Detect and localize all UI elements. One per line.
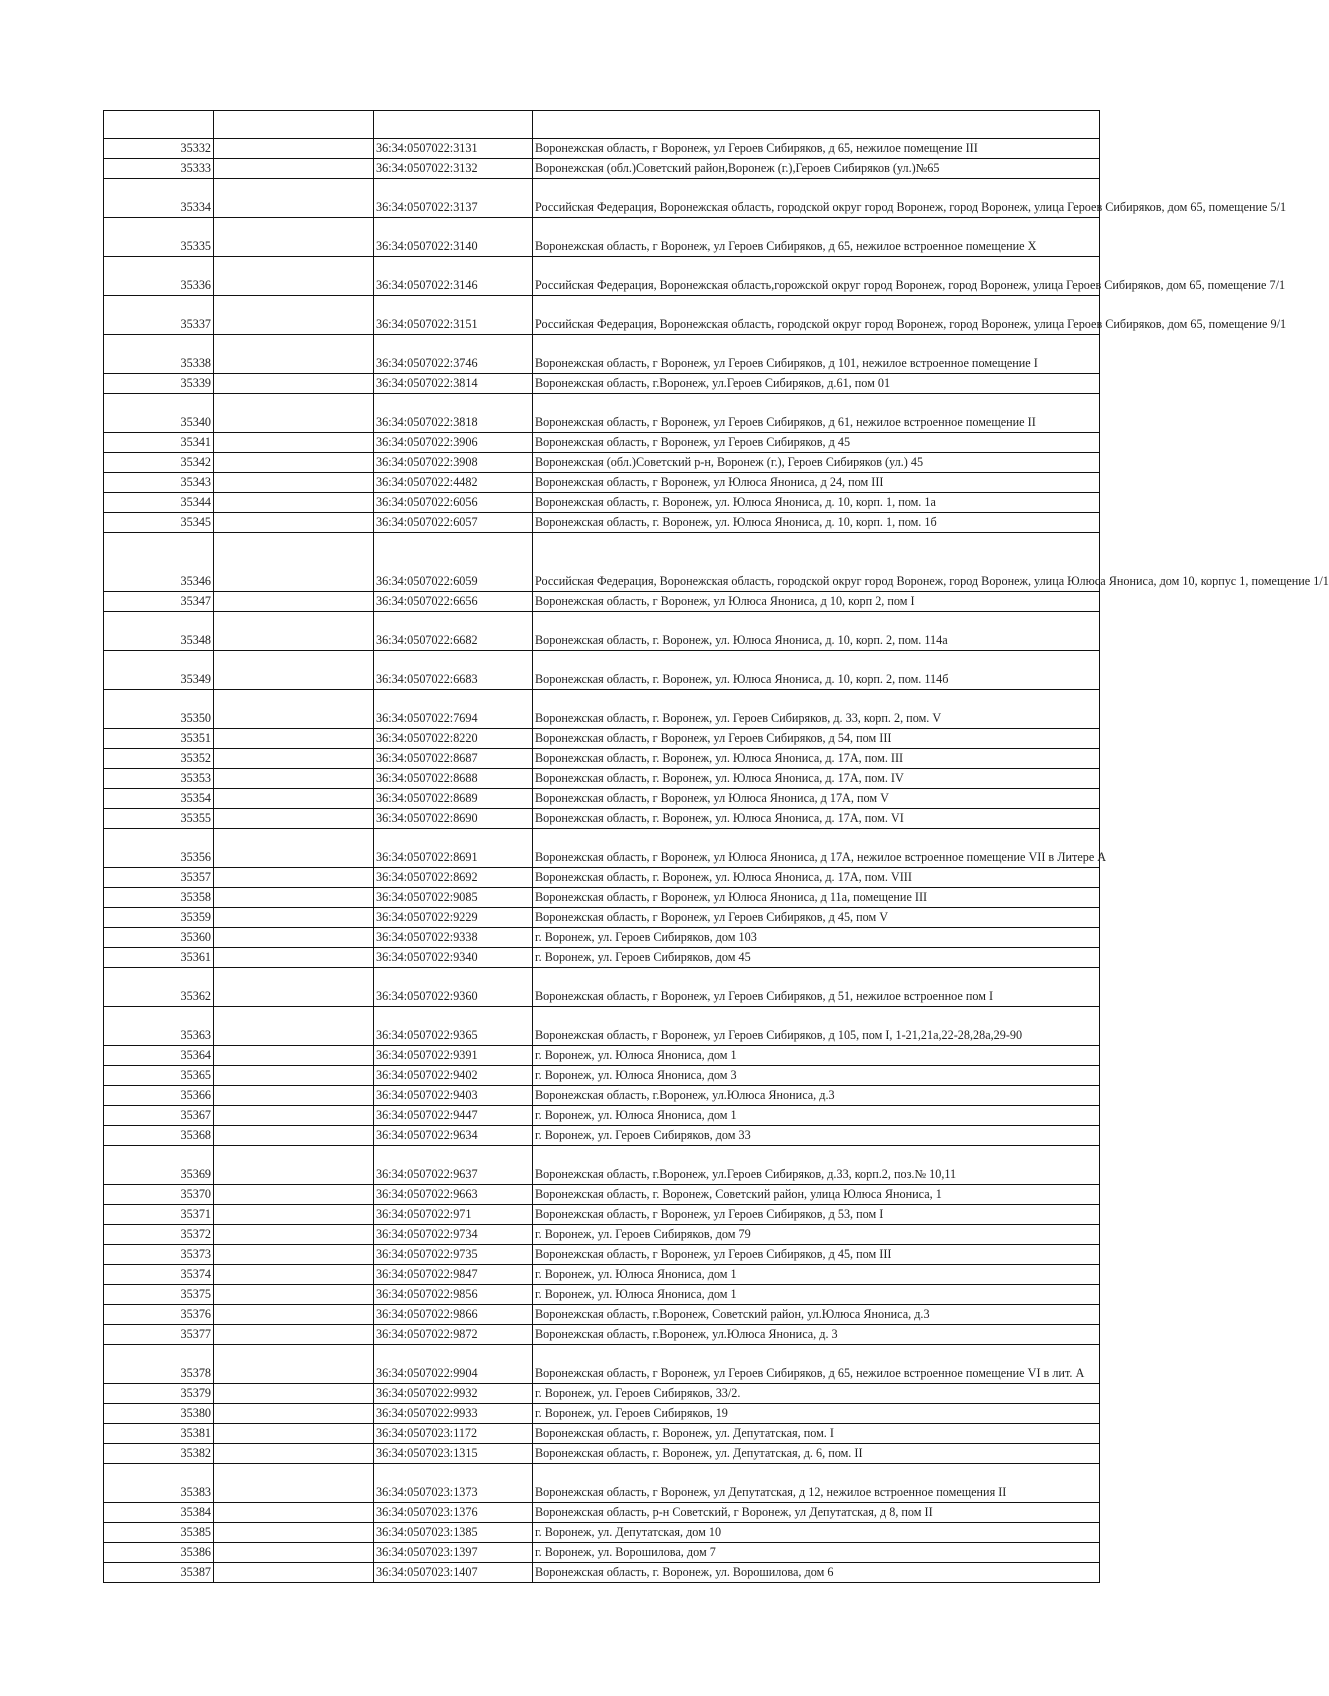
- table-row: [104, 1086, 1100, 1106]
- address-cell: Воронежская область, г. Воронеж, ул. Юлюса Янониса, д. 10, корп. 2, пом. 114б: [533, 651, 1100, 690]
- table-row: [104, 473, 1100, 493]
- cadastral-number-cell: 36:34:0507023:1385: [374, 1523, 533, 1543]
- cadastral-number-cell: 36:34:0507022:9365: [374, 1007, 533, 1046]
- table-row: [104, 769, 1100, 789]
- row-number-cell: 35348: [104, 612, 214, 651]
- empty-cell: [214, 592, 374, 612]
- cadastral-number-cell: 36:34:0507022:9856: [374, 1285, 533, 1305]
- address-cell: Воронежская область, г Воронеж, ул Героев Сибиряков, д 65, нежилое встроенное помещение VI в лит. А: [533, 1345, 1100, 1384]
- empty-cell: [214, 1185, 374, 1205]
- cadastral-number-cell: 36:34:0507022:8692: [374, 868, 533, 888]
- address-cell: Воронежская область, г Воронеж, ул Героев Сибиряков, д 45: [533, 433, 1100, 453]
- address-cell: г. Воронеж, ул. Юлюса Янониса, дом 1: [533, 1106, 1100, 1126]
- empty-cell: [214, 1563, 374, 1583]
- cadastral-number-cell: 36:34:0507022:6059: [374, 533, 533, 592]
- address-cell: г. Воронеж, ул. Ворошилова, дом 7: [533, 1543, 1100, 1563]
- row-number-cell: 35355: [104, 809, 214, 829]
- address-cell: г. Воронеж, ул. Депутатская, дом 10: [533, 1523, 1100, 1543]
- table-row: [104, 1146, 1100, 1185]
- cadastral-number-cell: 36:34:0507023:1373: [374, 1464, 533, 1503]
- empty-cell: [214, 789, 374, 809]
- empty-cell: [214, 453, 374, 473]
- cadastral-number-cell: 36:34:0507022:9847: [374, 1265, 533, 1285]
- row-number-cell: 35378: [104, 1345, 214, 1384]
- table-row: [104, 1523, 1100, 1543]
- address-cell: Воронежская область, г Воронеж, ул Юлюса Янониса, д 11а, помещение III: [533, 888, 1100, 908]
- empty-cell: [214, 651, 374, 690]
- empty-cell: [214, 1245, 374, 1265]
- table-row: [104, 729, 1100, 749]
- address-cell: Воронежская область, г Воронеж, ул Юлюса Янониса, д 10, корп 2, пом I: [533, 592, 1100, 612]
- table-header-row: [104, 111, 1100, 139]
- row-number-cell: 35342: [104, 453, 214, 473]
- cadastral-number-cell: 36:34:0507022:9402: [374, 1066, 533, 1086]
- empty-cell: [214, 1046, 374, 1066]
- table-row: [104, 218, 1100, 257]
- empty-cell: [214, 1205, 374, 1225]
- cadastral-number-cell: 36:34:0507022:6682: [374, 612, 533, 651]
- empty-cell: [214, 1305, 374, 1325]
- cadastral-number-cell: 36:34:0507022:9872: [374, 1325, 533, 1345]
- table-row: [104, 159, 1100, 179]
- address-cell: г. Воронеж, ул. Героев Сибиряков, 33/2.: [533, 1384, 1100, 1404]
- address-cell: Воронежская область, г. Воронеж, ул. Ворошилова, дом 6: [533, 1563, 1100, 1583]
- row-number-cell: 35344: [104, 493, 214, 513]
- address-cell: Российская Федерация, Воронежская область, городской округ город Воронеж, город Воронеж, улица Героев Сибиряков, дом 65, помещение 5/1: [533, 179, 1100, 218]
- row-number-cell: 35371: [104, 1205, 214, 1225]
- address-cell: Воронежская область, г.Воронеж, ул.Юлюса Янониса, д. 3: [533, 1325, 1100, 1345]
- cadastral-number-cell: 36:34:0507023:1407: [374, 1563, 533, 1583]
- row-number-cell: 35381: [104, 1424, 214, 1444]
- address-cell: Воронежская область, г Воронеж, ул Героев Сибиряков, д 65, нежилое помещение III: [533, 139, 1100, 159]
- row-number-cell: 35384: [104, 1503, 214, 1523]
- empty-cell: [214, 1503, 374, 1523]
- cadastral-number-cell: 36:34:0507022:6656: [374, 592, 533, 612]
- row-number-cell: 35387: [104, 1563, 214, 1583]
- table-row: [104, 1245, 1100, 1265]
- table-row: [104, 1464, 1100, 1503]
- empty-cell: [214, 1444, 374, 1464]
- address-cell: г. Воронеж, ул. Героев Сибиряков, дом 103: [533, 928, 1100, 948]
- cadastral-number-cell: 36:34:0507022:9085: [374, 888, 533, 908]
- row-number-cell: 35368: [104, 1126, 214, 1146]
- cadastral-number-cell: 36:34:0507022:9663: [374, 1185, 533, 1205]
- cadastral-number-cell: 36:34:0507022:8688: [374, 769, 533, 789]
- cadastral-number-cell: 36:34:0507022:3131: [374, 139, 533, 159]
- table-row: [104, 908, 1100, 928]
- address-cell: г. Воронеж, ул. Героев Сибиряков, 19: [533, 1404, 1100, 1424]
- row-number-cell: 35341: [104, 433, 214, 453]
- address-cell: г. Воронеж, ул. Юлюса Янониса, дом 1: [533, 1046, 1100, 1066]
- table-row: [104, 1444, 1100, 1464]
- address-cell: г. Воронеж, ул. Юлюса Янониса, дом 1: [533, 1265, 1100, 1285]
- table-row: [104, 139, 1100, 159]
- cadastral-number-cell: 36:34:0507023:1376: [374, 1503, 533, 1523]
- cadastral-number-cell: 36:34:0507022:6057: [374, 513, 533, 533]
- empty-cell: [214, 1265, 374, 1285]
- row-number-cell: 35375: [104, 1285, 214, 1305]
- table-row: [104, 1007, 1100, 1046]
- address-cell: Воронежская область, г.Воронеж, ул.Героев Сибиряков, д.33, корп.2, поз.№ 10,11: [533, 1146, 1100, 1185]
- empty-cell: [214, 729, 374, 749]
- row-number-cell: 35346: [104, 533, 214, 592]
- cadastral-number-cell: 36:34:0507022:9932: [374, 1384, 533, 1404]
- table-row: [104, 433, 1100, 453]
- empty-cell: [214, 968, 374, 1007]
- row-number-cell: 35353: [104, 769, 214, 789]
- empty-cell: [214, 1325, 374, 1345]
- header-cell: [374, 111, 533, 139]
- empty-cell: [214, 809, 374, 829]
- empty-cell: [214, 257, 374, 296]
- table-row: [104, 1543, 1100, 1563]
- address-cell: Воронежская область, г Воронеж, ул Героев Сибиряков, д 45, пом III: [533, 1245, 1100, 1265]
- row-number-cell: 35332: [104, 139, 214, 159]
- table-row: [104, 533, 1100, 592]
- cadastral-number-cell: 36:34:0507022:9634: [374, 1126, 533, 1146]
- row-number-cell: 35349: [104, 651, 214, 690]
- table-row: [104, 948, 1100, 968]
- table-row: [104, 1106, 1100, 1126]
- registry-table: [103, 110, 1329, 1583]
- address-cell: Воронежская область, р-н Советский, г Воронеж, ул Депутатская, д 8, пом II: [533, 1503, 1100, 1523]
- address-cell: Воронежская область, г. Воронеж, ул. Юлюса Янониса, д. 17А, пом. VIII: [533, 868, 1100, 888]
- cadastral-number-cell: 36:34:0507022:9360: [374, 968, 533, 1007]
- empty-cell: [214, 159, 374, 179]
- cadastral-number-cell: 36:34:0507023:1315: [374, 1444, 533, 1464]
- address-cell: Воронежская область, г. Воронеж, ул. Юлюса Янониса, д. 10, корп. 1, пом. 1а: [533, 493, 1100, 513]
- cadastral-number-cell: 36:34:0507022:3746: [374, 335, 533, 374]
- address-cell: Воронежская область, г. Воронеж, ул. Юлюса Янониса, д. 17А, пом. III: [533, 749, 1100, 769]
- cadastral-number-cell: 36:34:0507023:1172: [374, 1424, 533, 1444]
- cadastral-number-cell: 36:34:0507022:9735: [374, 1245, 533, 1265]
- table-row: [104, 1503, 1100, 1523]
- address-cell: Российская Федерация, Воронежская область, городской округ город Воронеж, город Воронеж, улица Героев Сибиряков, дом 65, помещение 9/1: [533, 296, 1100, 335]
- empty-cell: [214, 1345, 374, 1384]
- empty-cell: [214, 1424, 374, 1444]
- table-row: [104, 394, 1100, 433]
- address-cell: г. Воронеж, ул. Юлюса Янониса, дом 3: [533, 1066, 1100, 1086]
- row-number-cell: 35372: [104, 1225, 214, 1245]
- cadastral-number-cell: 36:34:0507022:3814: [374, 374, 533, 394]
- empty-cell: [214, 749, 374, 769]
- row-number-cell: 35363: [104, 1007, 214, 1046]
- address-cell: Воронежская область, г. Воронеж, ул. Героев Сибиряков, д. 33, корп. 2, пом. V: [533, 690, 1100, 729]
- empty-cell: [214, 888, 374, 908]
- address-cell: Воронежская область, г Воронеж, ул Героев Сибиряков, д 45, пом V: [533, 908, 1100, 928]
- table-row: [104, 374, 1100, 394]
- address-cell: Воронежская область, г. Воронеж, Советский район, улица Юлюса Янониса, 1: [533, 1185, 1100, 1205]
- address-cell: Воронежская область, г Воронеж, ул Юлюса Янониса, д 24, пом III: [533, 473, 1100, 493]
- table-row: [104, 1066, 1100, 1086]
- address-cell: Воронежская область, г Воронеж, ул Героев Сибиряков, д 101, нежилое встроенное помещение I: [533, 335, 1100, 374]
- empty-cell: [214, 769, 374, 789]
- cadastral-number-cell: 36:34:0507022:9933: [374, 1404, 533, 1424]
- empty-cell: [214, 948, 374, 968]
- table-row: [104, 1285, 1100, 1305]
- address-cell: Российская Федерация, Воронежская область, городской округ город Воронеж, город Воронеж, улица Юлюса Янониса, дом 10, корпус 1, помещение 1/1: [533, 533, 1100, 592]
- cadastral-number-cell: 36:34:0507022:3818: [374, 394, 533, 433]
- address-cell: г. Воронеж, ул. Героев Сибиряков, дом 79: [533, 1225, 1100, 1245]
- address-cell: Воронежская область, г. Воронеж, ул. Юлюса Янониса, д. 17А, пом. IV: [533, 769, 1100, 789]
- empty-cell: [214, 1007, 374, 1046]
- cadastral-number-cell: 36:34:0507022:8220: [374, 729, 533, 749]
- empty-cell: [214, 1543, 374, 1563]
- row-number-cell: 35369: [104, 1146, 214, 1185]
- address-cell: Воронежская область, г. Воронеж, ул. Юлюса Янониса, д. 17А, пом. VI: [533, 809, 1100, 829]
- row-number-cell: 35334: [104, 179, 214, 218]
- cadastral-number-cell: 36:34:0507022:9904: [374, 1345, 533, 1384]
- empty-cell: [214, 1086, 374, 1106]
- empty-cell: [214, 139, 374, 159]
- empty-cell: [214, 335, 374, 374]
- cadastral-number-cell: 36:34:0507022:9338: [374, 928, 533, 948]
- cadastral-number-cell: 36:34:0507022:8687: [374, 749, 533, 769]
- table-row: [104, 1563, 1100, 1583]
- cadastral-number-cell: 36:34:0507022:9447: [374, 1106, 533, 1126]
- row-number-cell: 35374: [104, 1265, 214, 1285]
- table-row: [104, 513, 1100, 533]
- row-number-cell: 35350: [104, 690, 214, 729]
- row-number-cell: 35386: [104, 1543, 214, 1563]
- empty-cell: [214, 394, 374, 433]
- address-cell: Воронежская (обл.)Советский р-н, Воронеж (г.), Героев Сибиряков (ул.) 45: [533, 453, 1100, 473]
- row-number-cell: 35339: [104, 374, 214, 394]
- cadastral-number-cell: 36:34:0507022:3132: [374, 159, 533, 179]
- header-cell: [214, 111, 374, 139]
- cadastral-number-cell: 36:34:0507022:8690: [374, 809, 533, 829]
- cadastral-number-cell: 36:34:0507022:3151: [374, 296, 533, 335]
- address-cell: Воронежская область, г Воронеж, ул Героев Сибиряков, д 54, пом III: [533, 729, 1100, 749]
- empty-cell: [214, 1066, 374, 1086]
- address-cell: Воронежская область, г. Воронеж, ул. Депутатская, д. 6, пом. II: [533, 1444, 1100, 1464]
- empty-cell: [214, 1146, 374, 1185]
- registry-table-body: [104, 111, 1329, 1583]
- address-cell: г. Воронеж, ул. Героев Сибиряков, дом 33: [533, 1126, 1100, 1146]
- row-number-cell: 35376: [104, 1305, 214, 1325]
- address-cell: Воронежская область, г Воронеж, ул Депутатская, д 12, нежилое встроенное помещения II: [533, 1464, 1100, 1503]
- table-row: [104, 888, 1100, 908]
- address-cell: Воронежская область, г Воронеж, ул Юлюса Янониса, д 17А, пом V: [533, 789, 1100, 809]
- address-cell: Воронежская область, г Воронеж, ул Героев Сибиряков, д 53, пом I: [533, 1205, 1100, 1225]
- row-number-cell: 35370: [104, 1185, 214, 1205]
- empty-cell: [214, 690, 374, 729]
- table-row: [104, 592, 1100, 612]
- address-cell: Воронежская область, г Воронеж, ул Героев Сибиряков, д 61, нежилое встроенное помещение II: [533, 394, 1100, 433]
- empty-cell: [214, 1106, 374, 1126]
- header-cell: [533, 111, 1100, 139]
- empty-cell: [214, 1126, 374, 1146]
- table-row: [104, 1126, 1100, 1146]
- table-row: [104, 749, 1100, 769]
- table-row: [104, 257, 1100, 296]
- empty-cell: [214, 1225, 374, 1245]
- cadastral-number-cell: 36:34:0507022:9391: [374, 1046, 533, 1066]
- cadastral-number-cell: 36:34:0507022:9403: [374, 1086, 533, 1106]
- address-cell: Воронежская область, г. Воронеж, ул. Юлюса Янониса, д. 10, корп. 1, пом. 1б: [533, 513, 1100, 533]
- table-row: [104, 651, 1100, 690]
- empty-cell: [214, 1464, 374, 1503]
- row-number-cell: 35362: [104, 968, 214, 1007]
- address-cell: Воронежская область, г Воронеж, ул Юлюса Янониса, д 17А, нежилое встроенное помещение VII в Литере А: [533, 829, 1100, 868]
- header-cell: [104, 111, 214, 139]
- table-row: [104, 1404, 1100, 1424]
- cadastral-number-cell: 36:34:0507022:3140: [374, 218, 533, 257]
- row-number-cell: 35380: [104, 1404, 214, 1424]
- table-row: [104, 612, 1100, 651]
- address-cell: г. Воронеж, ул. Юлюса Янониса, дом 1: [533, 1285, 1100, 1305]
- empty-cell: [214, 473, 374, 493]
- cadastral-number-cell: 36:34:0507022:8689: [374, 789, 533, 809]
- table-row: [104, 809, 1100, 829]
- row-number-cell: 35359: [104, 908, 214, 928]
- row-number-cell: 35360: [104, 928, 214, 948]
- cadastral-number-cell: 36:34:0507022:9637: [374, 1146, 533, 1185]
- cadastral-number-cell: 36:34:0507022:6683: [374, 651, 533, 690]
- cadastral-number-cell: 36:34:0507022:9340: [374, 948, 533, 968]
- empty-cell: [214, 868, 374, 888]
- table-row: [104, 829, 1100, 868]
- table-row: [104, 1046, 1100, 1066]
- empty-cell: [214, 1523, 374, 1543]
- empty-cell: [214, 1404, 374, 1424]
- table-row: [104, 868, 1100, 888]
- empty-cell: [214, 374, 374, 394]
- row-number-cell: 35373: [104, 1245, 214, 1265]
- row-number-cell: 35335: [104, 218, 214, 257]
- empty-cell: [214, 433, 374, 453]
- row-number-cell: 35377: [104, 1325, 214, 1345]
- table-row: [104, 1424, 1100, 1444]
- row-number-cell: 35357: [104, 868, 214, 888]
- empty-cell: [214, 1384, 374, 1404]
- empty-cell: [214, 296, 374, 335]
- table-row: [104, 928, 1100, 948]
- address-cell: Воронежская область, г Воронеж, ул Героев Сибиряков, д 51, нежилое встроенное пом I: [533, 968, 1100, 1007]
- row-number-cell: 35343: [104, 473, 214, 493]
- table-row: [104, 1305, 1100, 1325]
- table-row: [104, 1345, 1100, 1384]
- address-cell: Воронежская область, г. Воронеж, ул. Юлюса Янониса, д. 10, корп. 2, пом. 114а: [533, 612, 1100, 651]
- table-row: [104, 179, 1100, 218]
- address-cell: Воронежская область, г.Воронеж, ул.Юлюса Янониса, д.3: [533, 1086, 1100, 1106]
- row-number-cell: 35367: [104, 1106, 214, 1126]
- row-number-cell: 35361: [104, 948, 214, 968]
- empty-cell: [214, 908, 374, 928]
- row-number-cell: 35385: [104, 1523, 214, 1543]
- table-row: [104, 690, 1100, 729]
- empty-cell: [214, 1285, 374, 1305]
- address-cell: Воронежская область, г.Воронеж, Советский район, ул.Юлюса Янониса, д.3: [533, 1305, 1100, 1325]
- cadastral-number-cell: 36:34:0507022:4482: [374, 473, 533, 493]
- row-number-cell: 35354: [104, 789, 214, 809]
- table-row: [104, 335, 1100, 374]
- table-row: [104, 789, 1100, 809]
- table-row: [104, 968, 1100, 1007]
- table-row: [104, 296, 1100, 335]
- row-number-cell: 35333: [104, 159, 214, 179]
- table-row: [104, 493, 1100, 513]
- cadastral-number-cell: 36:34:0507023:1397: [374, 1543, 533, 1563]
- row-number-cell: 35336: [104, 257, 214, 296]
- row-number-cell: 35351: [104, 729, 214, 749]
- cadastral-number-cell: 36:34:0507022:9866: [374, 1305, 533, 1325]
- empty-cell: [214, 533, 374, 592]
- empty-cell: [214, 513, 374, 533]
- address-cell: Воронежская область, г.Воронеж, ул.Героев Сибиряков, д.61, пом 01: [533, 374, 1100, 394]
- table-row: [104, 1185, 1100, 1205]
- cadastral-number-cell: 36:34:0507022:6056: [374, 493, 533, 513]
- row-number-cell: 35345: [104, 513, 214, 533]
- row-number-cell: 35382: [104, 1444, 214, 1464]
- row-number-cell: 35366: [104, 1086, 214, 1106]
- row-number-cell: 35352: [104, 749, 214, 769]
- address-cell: г. Воронеж, ул. Героев Сибиряков, дом 45: [533, 948, 1100, 968]
- address-cell: Воронежская (обл.)Советский район,Воронеж (г.),Героев Сибиряков (ул.)№65: [533, 159, 1100, 179]
- row-number-cell: 35383: [104, 1464, 214, 1503]
- empty-cell: [214, 612, 374, 651]
- empty-cell: [214, 493, 374, 513]
- cadastral-number-cell: 36:34:0507022:3137: [374, 179, 533, 218]
- row-number-cell: 35338: [104, 335, 214, 374]
- address-cell: Воронежская область, г Воронеж, ул Героев Сибиряков, д 105, пом I, 1-21,21а,22-28,28а,29-90: [533, 1007, 1100, 1046]
- row-number-cell: 35347: [104, 592, 214, 612]
- row-number-cell: 35379: [104, 1384, 214, 1404]
- row-number-cell: 35364: [104, 1046, 214, 1066]
- cadastral-number-cell: 36:34:0507022:7694: [374, 690, 533, 729]
- address-cell: Российская Федерация, Воронежская область,горожской округ город Воронеж, город Воронеж, улица Героев Сибиряков, дом 65, помещение 7/1: [533, 257, 1100, 296]
- cadastral-number-cell: 36:34:0507022:3906: [374, 433, 533, 453]
- row-number-cell: 35356: [104, 829, 214, 868]
- row-number-cell: 35358: [104, 888, 214, 908]
- empty-cell: [214, 218, 374, 257]
- cadastral-number-cell: 36:34:0507022:9734: [374, 1225, 533, 1245]
- table-row: [104, 1265, 1100, 1285]
- empty-cell: [214, 179, 374, 218]
- empty-cell: [214, 829, 374, 868]
- cadastral-number-cell: 36:34:0507022:3908: [374, 453, 533, 473]
- cadastral-number-cell: 36:34:0507022:9229: [374, 908, 533, 928]
- cadastral-number-cell: 36:34:0507022:3146: [374, 257, 533, 296]
- cadastral-number-cell: 36:34:0507022:971: [374, 1205, 533, 1225]
- row-number-cell: 35365: [104, 1066, 214, 1086]
- address-cell: Воронежская область, г Воронеж, ул Героев Сибиряков, д 65, нежилое встроенное помещение X: [533, 218, 1100, 257]
- table-row: [104, 1225, 1100, 1245]
- table-row: [104, 453, 1100, 473]
- row-number-cell: 35340: [104, 394, 214, 433]
- row-number-cell: 35337: [104, 296, 214, 335]
- table-row: [104, 1325, 1100, 1345]
- address-cell: Воронежская область, г. Воронеж, ул. Депутатская, пом. I: [533, 1424, 1100, 1444]
- empty-cell: [214, 928, 374, 948]
- table-row: [104, 1205, 1100, 1225]
- table-row: [104, 1384, 1100, 1404]
- cadastral-number-cell: 36:34:0507022:8691: [374, 829, 533, 868]
